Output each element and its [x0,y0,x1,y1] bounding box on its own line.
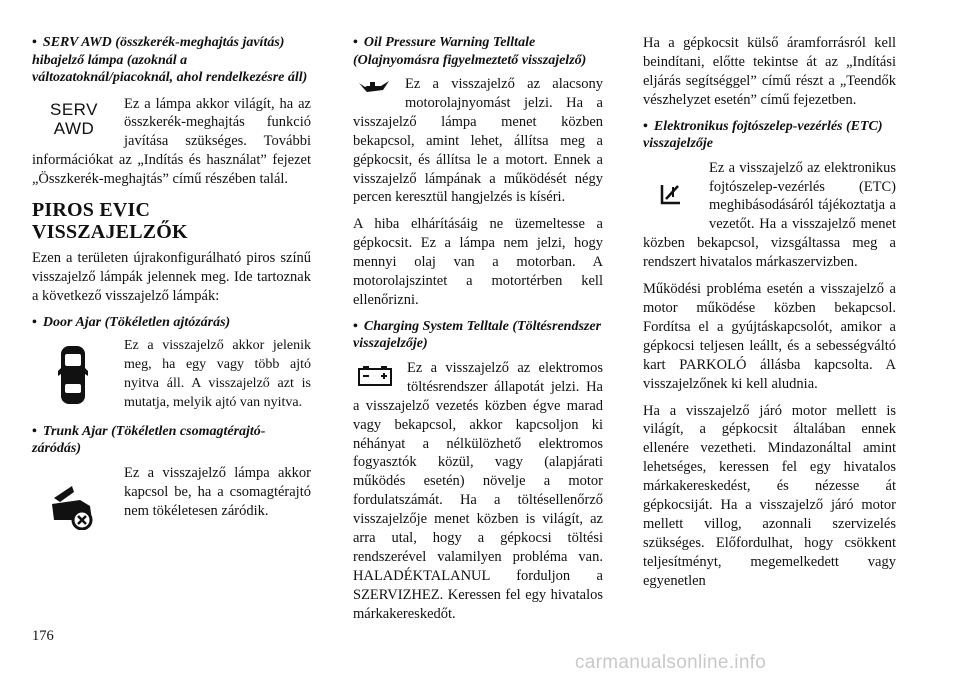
charging-bullet: • Charging System Telltale (Töltésrendszer visszajelzője) [353,318,602,352]
etc-text: Ez a visszajelző az elektronikus fojtószelep-vezérlés (ETC) meghibásodásáról tájékoztatja a vezetőt. Ha a visszajelző menet közben bekapcsol, vizsgáltassa meg a rendszert hivatalos márkaszervizben. [643,159,896,271]
serv-awd-bullet: • SERV AWD (összkerék-meghajtás javítás) hibajelző lámpa (azoknál a változatoknál/piacoknál, ahol rendelkezésre áll) [32,35,308,85]
oil-pressure-bullet: • Oil Pressure Warning Telltale (Olajnyomásra figyelmeztető visszajelző) [353,35,587,68]
oil-can-icon [353,77,395,97]
column-left [32,34,311,536]
trunk-ajar-bullet: • Trunk Ajar (Tökéletlen csomagtérajtó-záródás) [32,423,266,457]
column-right [643,34,896,591]
serv-awd-text: Ez a lámpa akkor világít, ha az összkerék-meghajtás funkció javítása szükséges. További információkat az „Indítás és használat” fejezet „Összkerék-meghajtás” című részében talál. [32,95,311,188]
charging-text: Ez a visszajelző az elektromos töltésrendszer állapotát jelzi. Ha a visszajelző vezetés közben égve marad vagy bekapcsol, akkor kapcsoljon ki néhányat a nélkülözhető elektromos fogyasztók közül, vagy (alapjárati működés esetén) növelje a motor fordulatszámát. Ha a töltésellenőrző visszajelzője menet közben is világít, az arra utal, hogy a gépkocsi töltési rendszerével valamilyen probléma van. HALADÉKTALANUL forduljon a SZERVIZHEZ. Keressen fel egy hivatalos márkakereskedőt. [353,359,603,622]
door-ajar-text: Ez a visszajelző akkor jelenik meg, ha egy vagy több ajtó nyitva áll. A visszajelző azt is mutatja, melyik ajtó van nyitva. [124,338,311,410]
door-ajar-bullet: • Door Ajar (Tökéletlen ajtózárás) [32,314,231,330]
oil-pressure-text: Ez a visszajelző az alacsony motorolajnyomást jelzi. Ha a visszajelző lámpa menet közben bekapcsol, amint lehet, állítsa meg a gépkocsit, és állítsa le a motort. Ennek a visszajelző lámpának a működését négy percen keresztül hangjelzés is kíséri. [353,76,603,206]
malfunction-paragraph: Működési probléma esetén a visszajelző a motor működése közben bekapcsol. Fordítsa el a gyújtáskapcsolót, amikor a gépkocsi teljesen leállt, és a sebességváltó kart PARKOLÓ állásba kapcsolta. A visszajelzőnek ki kell aludnia. [643,281,896,392]
oil-pressure-text-2: A hiba elhárításáig ne üzemeltesse a gépkocsit. Ez a lámpa nem jelzi, hogy mennyi olaj van a motorban. A motorolajszintet a motortérben kell ellenőrizni. [353,216,603,308]
section-heading: PIROS EVIC VISSZAJELZŐK [32,199,188,244]
serv-awd-text-icon: SERV AWD [50,99,98,138]
trunk-ajar-icon [32,474,114,536]
door-ajar-icon [32,339,114,411]
page-number: 176 [32,628,54,644]
column-middle [353,34,603,624]
battery-icon [353,361,397,391]
jump-start-paragraph: Ha a gépkocsit külső áramforrásról kell beindítani, előtte tekintse át az „Indítási eljárás segítséggel” című részt a „Teendők vészhelyzet esetén” című fejezetben. [643,35,896,108]
continue-driving-paragraph: Ha a visszajelző járó motor mellett is világít, a gépkocsit általában ennek ellenére vezetheti. Mindazonáltal amint lehetséges, keressen fel egy hivatalos márkakereskedést, és nézesse át gépkocsiját. Ha a visszajelző járó motor mellett villog, azonnali szervizelés szükséges. Előfordulhat, hogy csökkent teljesítményt, megemelkedett vagy egyenetlen [643,402,896,589]
etc-bullet: • Elektronikus fojtószelep-vezérlés (ETC) visszajelzője [643,118,883,152]
section-intro: Ezen a területen újrakonfigurálható piros színű visszajelző lámpák jelennek meg. Ide tartoznak a következő visszajelző lámpák: [32,250,311,304]
throttle-control-icon [643,161,699,227]
trunk-ajar-text: Ez a visszajelző lámpa akkor kapcsol be, ha a csomagtérajtó nem tökéletesen záródik. [124,464,311,519]
watermark: carmanualsonline.info [575,652,767,673]
